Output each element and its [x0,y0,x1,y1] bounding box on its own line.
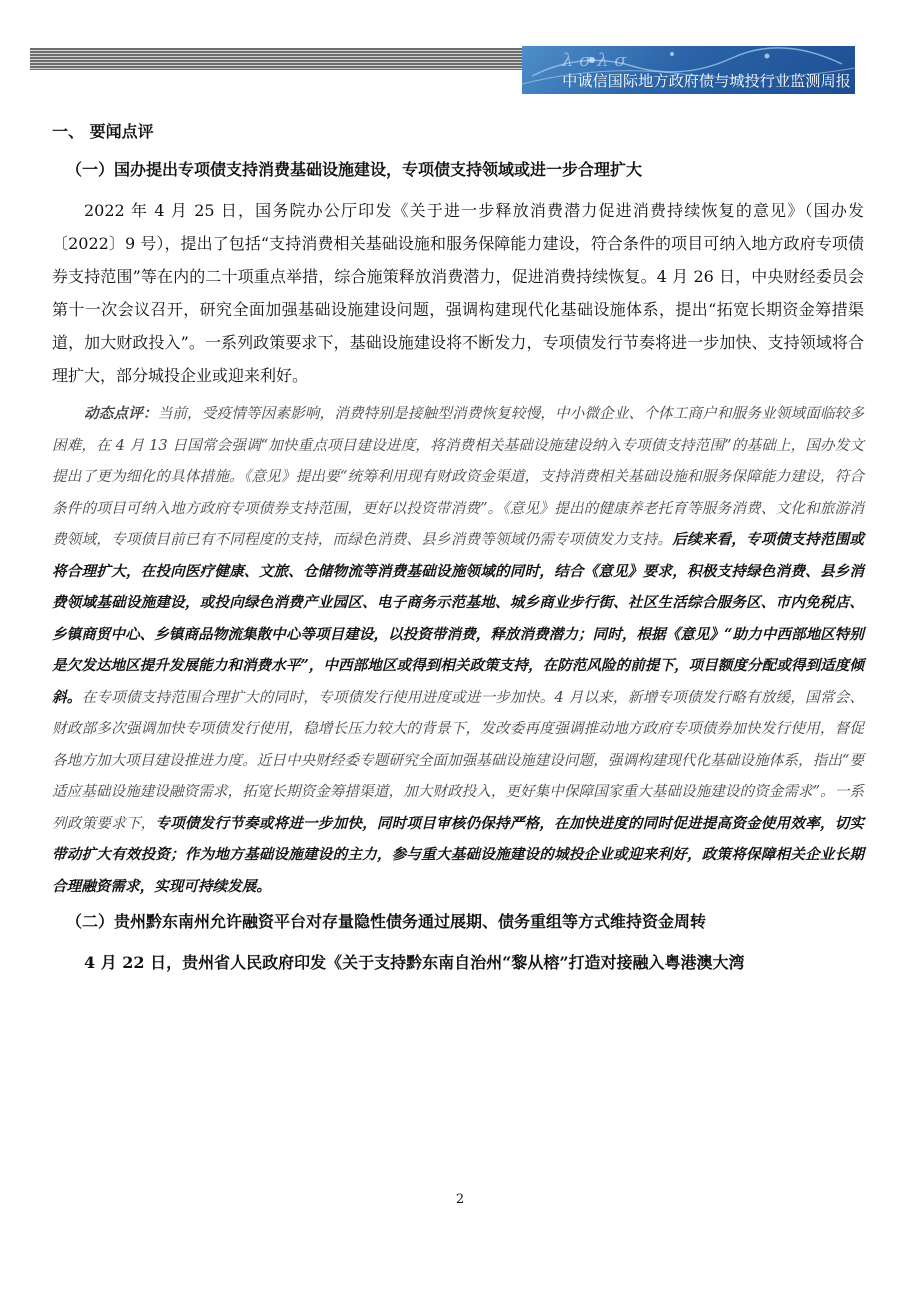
comment-bold-1: 后续来看，专项债支持范围或将合理扩大，在投向医疗健康、文旅、仓储物流等消费基础设施领域的同时，结合《意见》要求，积极支持绿色消费、县乡消费领域基础设施建设，或投向绿色消费产业园区、电子商务示范基地、城乡商业步行街、社区生活综合服务区、市内免税店、乡镇商贸中心、乡镇商品物流集散中心等项目建设，以投资带消费，释放消费潜力；同时，根据《意见》“助力中西部地区特别是欠发达地区提升发展能力和消费水平”，中西部地区或得到相关政策支持，在防范风险的前提下，项目额度分配或得到适度倾斜。 [52,531,864,706]
comment-text-1: 当前，受疫情等因素影响，消费特别是接触型消费恢复较慢，中小微企业、个体工商户和服务业领域面临较多困难，在 4 月 13 日国常会强调“加快重点项目建设进度，将消费相关基础设施建设纳入专项债支持范围”的基础上，国办发文提出了更为细化的具体措施。《意见》提出要“统筹利用现有财政资金渠道，支持消费相关基础设施和服务保障能力建设，符合条件的项目可纳入地方政府专项债券支持范围，更好以投资带消费”。《意见》提出的健康养老托育等服务消费、文化和旅游消费领域，专项债目前已有不同程度的支持，而绿色消费、县乡消费等领域仍需专项债发力支持。 [52,405,864,548]
report-title: 中诚信国际地方政府债与城投行业监测周报 [562,72,851,90]
body-paragraph-2: 4 月 22 日，贵州省人民政府印发《关于支持黔东南自治州“黎从榕”打造对接融入粤港澳大湾 [84,953,745,972]
page-header [30,46,855,94]
header-banner [522,46,855,94]
body-paragraph-1: 2022 年 4 月 25 日，国务院办公厅印发《关于进一步释放消费潜力促进消费持续恢复的意见》（国办发〔2022〕9 号），提出了包括“支持消费相关基础设施和服务保障能力建设，符合条件的项目可纳入地方政府专项债券支持范围”等在内的二十项重点举措，综合施策释放消费潜力，促进消费持续恢复。4 月 26 日，中央财经委员会第十一次会议召开，研究全面加强基础设施建设问题，强调构建现代化基础设施体系，提出“拓宽长期资金筹措渠道，加大财政投入”。一系列政策要求下，基础设施建设将不断发力，专项债发行节奏将进一步加快、支持领域将合理扩大，部分城投企业或迎来利好。 [52,201,864,385]
svg-text:λ σ λ σ: λ σ λ σ [562,50,627,71]
subsection-heading-1: （一）国办提出专项债支持消费基础设施建设，专项债支持领域或进一步合理扩大 [66,160,643,179]
comment-bold-2: 专项债发行节奏或将进一步加快，同时项目审核仍保持严格，在加快进度的同时促进提高资金使用效率，切实带动扩大有效投资；作为地方基础设施建设的主力，参与重大基础设施建设的城投企业或迎来利好，政策将保障相关企业长期合理融资需求，实现可持续发展。 [52,814,864,895]
dynamic-comment [52,398,864,902]
comment-text-2: 在专项债支持范围合理扩大的同时，专项债发行使用进度或进一步加快。4 月以来，新增专项债发行略有放缓，国常会、财政部多次强调加快专项债发行使用，稳增长压力较大的背景下，发改委再度强调推动地方政府专项债券加快发行使用，督促各地方加大项目建设推进力度。近日中央财经委专题研究全面加强基础设施建设问题，强调构建现代化基础设施体系，指出“要适应基础设施建设融资需求，拓宽长期资金筹措渠道，加大财政投入，更好集中保障国家重大基础设施建设的资金需求”。一系列政策要求下， [52,688,864,832]
document-body [52,120,864,979]
page-number: 2 [455,1192,465,1207]
subsection-heading-2: （二）贵州黔东南州允许融资平台对存量隐性债务通过展期、债务重组等方式维持资金周转 [66,912,707,931]
header-stripe-bar [30,48,522,70]
section-heading: 一、 要闻点评 [52,122,154,141]
comment-lead: 动态点评： [84,405,158,422]
